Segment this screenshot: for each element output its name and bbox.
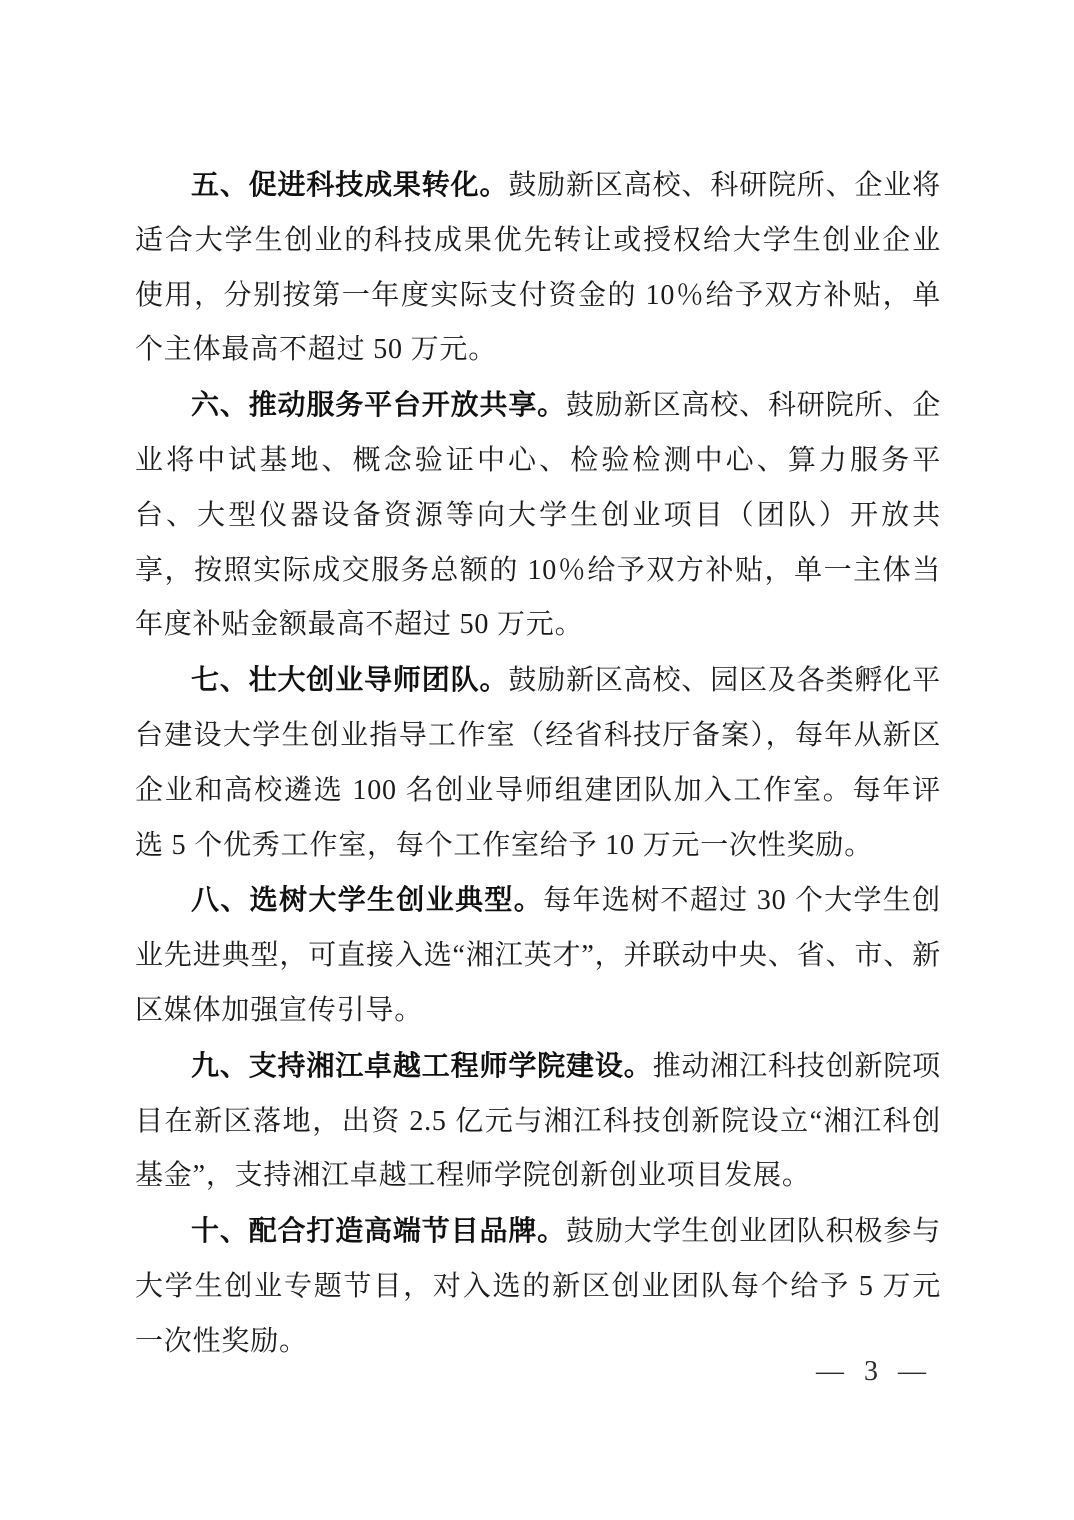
policy-paragraph-8 [135,873,941,1038]
page-footer [816,1356,926,1388]
document-body [135,158,941,1370]
policy-paragraph-5 [135,158,941,378]
footer-dash-right: — [898,1356,926,1387]
paragraph-body: 鼓励新区高校、科研院所、企业将中试基地、概念验证中心、检验检测中心、算力服务平台、大型仪器设备资源等向大学生创业项目（团队）开放共享，按照实际成交服务总额的 10％给予双方补贴，单一主体当年度补贴金额最高不超过 50 万元。 [135,390,942,641]
paragraph-body: 每年选树不超过 30 个大学生创业先进典型，可直接入选“湘江英才”，并联动中央、省、市、新区媒体加强宣传引导。 [135,885,941,1026]
paragraph-heading: 八、选树大学生创业典型。 [191,883,544,917]
paragraph-heading: 十、配合打造高端节目品牌。 [191,1214,567,1248]
paragraph-body: 鼓励新区高校、科研院所、企业将适合大学生创业的科技成果优先转让或授权给大学生创业企业使用，分别按第一年度实际支付资金的 10％给予双方补贴，单个主体最高不超过 50 万元。 [135,170,941,366]
policy-paragraph-7 [135,653,941,873]
paragraph-heading: 七、壮大创业导师团队。 [191,663,509,697]
paragraph-heading: 六、推动服务平台开放共享。 [191,388,567,422]
footer-dash-left: — [816,1356,844,1387]
paragraph-heading: 九、支持湘江卓越工程师学院建设。 [191,1048,653,1082]
policy-paragraph-6 [135,378,941,653]
policy-paragraph-9 [135,1039,941,1204]
page-number: 3 [864,1356,878,1387]
policy-paragraph-10 [135,1204,941,1369]
paragraph-body: 鼓励新区高校、园区及各类孵化平台建设大学生创业指导工作室（经省科技厅备案），每年从新区企业和高校遴选 100 名创业导师组建团队加入工作室。每年评选 5 个优秀工作室，每个工作室给予 10 万元一次性奖励。 [135,665,941,861]
paragraph-body: 推动湘江科技创新院项目在新区落地，出资 2.5 亿元与湘江科技创新院设立“湘江科创基金”，支持湘江卓越工程师学院创新创业项目发展。 [135,1050,941,1192]
paragraph-body: 鼓励大学生创业团队积极参与大学生创业专题节目，对入选的新区创业团队每个给予 5 万元一次性奖励。 [135,1216,942,1357]
paragraph-heading: 五、促进科技成果转化。 [191,168,509,201]
